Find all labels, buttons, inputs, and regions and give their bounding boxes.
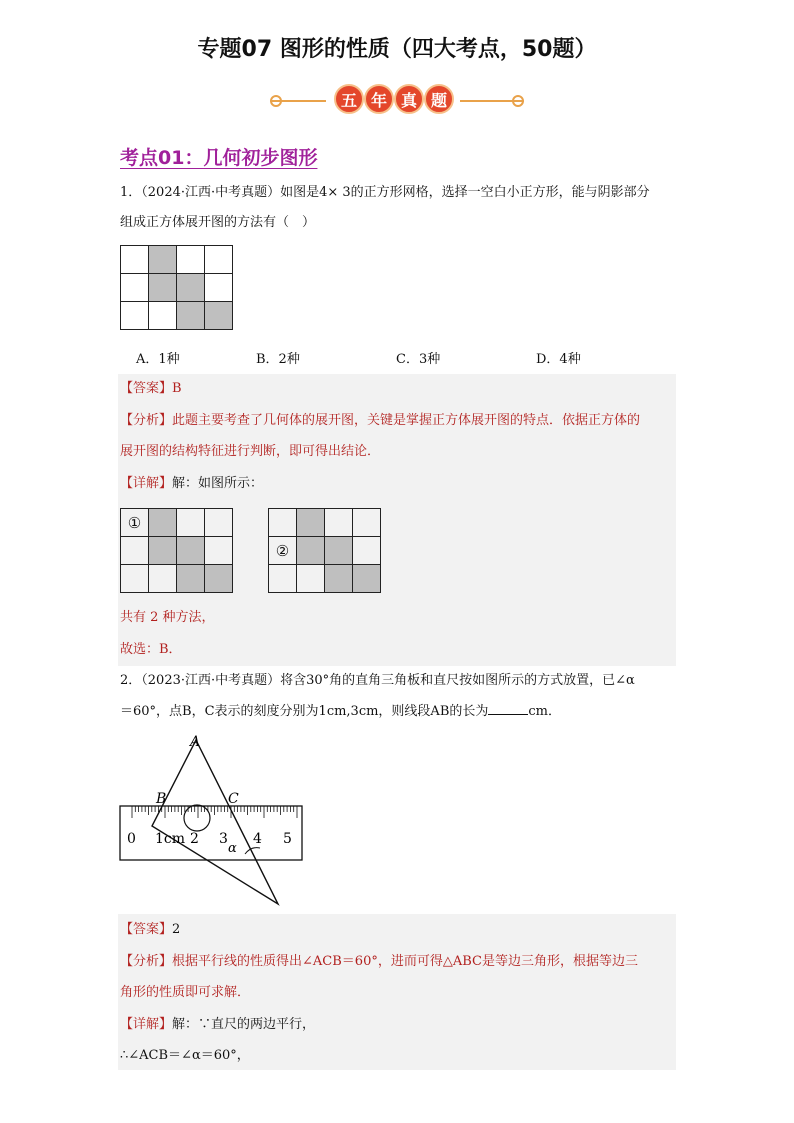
answer-value: B [172, 381, 182, 396]
q1-text-line1: 1．（2024·江西·中考真题）如图是4× 3的正方形网格，选择一空白小正方形，能与阴影部分 [120, 185, 650, 200]
q1-result-line2: 故选：B． [120, 642, 182, 657]
grid-cell-shaded [297, 509, 325, 537]
q2-text-main: ＝60°，点B，C表示的刻度分别为1cm,3cm，则线段AB的长为 [120, 704, 489, 719]
q2-figure [110, 728, 320, 910]
grid-cell-shaded [177, 537, 205, 565]
q1-solution-grid-2 [268, 508, 381, 593]
grid-cell [353, 509, 381, 537]
detail-label: 【详解】 [120, 476, 173, 491]
detail-text: 解：如图所示： [172, 476, 264, 491]
grid-cell [177, 246, 205, 274]
grid-cell-shaded [353, 565, 381, 593]
q2-answer [120, 920, 680, 940]
analysis-label: 【分析】 [120, 413, 173, 428]
answer-blank [488, 702, 528, 715]
grid-cell [205, 246, 233, 274]
label-alpha: α [228, 841, 237, 856]
answer-label: 【答案】 [120, 922, 173, 937]
grid-cell [269, 509, 297, 537]
grid-cell [205, 537, 233, 565]
grid-cell-mark: ① [121, 509, 149, 537]
q2-text-unit: cm． [528, 704, 561, 719]
grid-cell [121, 302, 149, 330]
ruler-number: 0 [127, 831, 136, 847]
banner-ornament-left [270, 95, 282, 107]
grid-cell [121, 565, 149, 593]
grid-cell-shaded [325, 537, 353, 565]
grid-cell [205, 274, 233, 302]
grid-cell [121, 274, 149, 302]
ruler-number: 4 [253, 831, 262, 847]
option-b: B．2种 [256, 352, 300, 367]
banner-char: 题 [424, 84, 454, 114]
ruler-number: 3 [219, 831, 228, 847]
label-c: C [228, 791, 239, 807]
analysis-text: 根据平行线的性质得出∠ACB＝60°，进而可得△ABC是等边三角形，根据等边三 [172, 954, 638, 969]
q1-grid [120, 245, 233, 330]
grid-cell-shaded [177, 302, 205, 330]
q1-solution-grid-1 [120, 508, 233, 593]
grid-cell-shaded [205, 302, 233, 330]
banner-char: 真 [394, 84, 424, 114]
grid-cell-shaded [149, 274, 177, 302]
grid-cell-shaded [149, 537, 177, 565]
q1-result-line1: 共有 2 种方法， [120, 610, 215, 625]
page-title: 专题07 图形的性质（四大考点，50题） [197, 37, 597, 62]
grid-cell [325, 509, 353, 537]
label-b: B [156, 791, 167, 807]
analysis-text: 此题主要考查了几何体的展开图，关键是掌握正方体展开图的特点．依据正方体的 [172, 413, 641, 428]
banner-ornament-right [512, 95, 524, 107]
grid-cell [269, 565, 297, 593]
q1-answer [120, 379, 680, 399]
answer-value: 2 [172, 922, 181, 937]
ruler-number: 1cm [155, 831, 186, 847]
grid-cell-shaded [297, 537, 325, 565]
option-c: C．3种 [396, 352, 441, 367]
q2-text-line2 [120, 702, 680, 722]
ruler-number: 2 [190, 831, 199, 847]
grid-cell [297, 565, 325, 593]
banner-char: 五 [334, 84, 364, 114]
grid-cell-shaded [205, 565, 233, 593]
ruler-body [120, 806, 302, 860]
grid-cell-shaded [149, 509, 177, 537]
grid-cell [205, 509, 233, 537]
grid-cell-shaded [149, 246, 177, 274]
detail-label: 【详解】 [120, 1017, 173, 1032]
q1-analysis-line2: 展开图的结构特征进行判断，即可得出结论． [120, 444, 381, 459]
q2-analysis-line1 [120, 952, 680, 972]
banner [270, 84, 524, 118]
answer-label: 【答案】 [120, 381, 173, 396]
section-title: 考点01：几何初步图形 [120, 147, 318, 169]
grid-cell-shaded [325, 565, 353, 593]
grid-cell [149, 302, 177, 330]
grid-cell-shaded [177, 565, 205, 593]
q1-text-line2: 组成正方体展开图的方法有（ ） [120, 215, 316, 230]
grid-cell [177, 509, 205, 537]
grid-cell [121, 246, 149, 274]
grid-cell [121, 537, 149, 565]
analysis-label: 【分析】 [120, 954, 173, 969]
q2-detail-line2: ∴∠ACB＝∠α＝60°， [120, 1048, 250, 1063]
label-a: A [190, 734, 201, 750]
detail-text: 解：∵直尺的两边平行， [172, 1017, 316, 1032]
q2-detail [120, 1015, 680, 1035]
q2-text-line1: 2．（2023·江西·中考真题）将含30°角的直角三角板和直尺按如图所示的方式放置，已∠α [120, 673, 635, 688]
q1-analysis-line1 [120, 411, 680, 431]
ruler-number: 5 [283, 831, 292, 847]
banner-chars [334, 84, 454, 114]
banner-char: 年 [364, 84, 394, 114]
grid-cell [149, 565, 177, 593]
q1-detail [120, 474, 680, 494]
q2-analysis-line2: 角形的性质即可求解． [120, 985, 251, 1000]
option-d: D．4种 [536, 352, 581, 367]
grid-cell [353, 537, 381, 565]
grid-cell-shaded [177, 274, 205, 302]
grid-cell-mark: ② [269, 537, 297, 565]
option-a: A．1种 [136, 352, 180, 367]
